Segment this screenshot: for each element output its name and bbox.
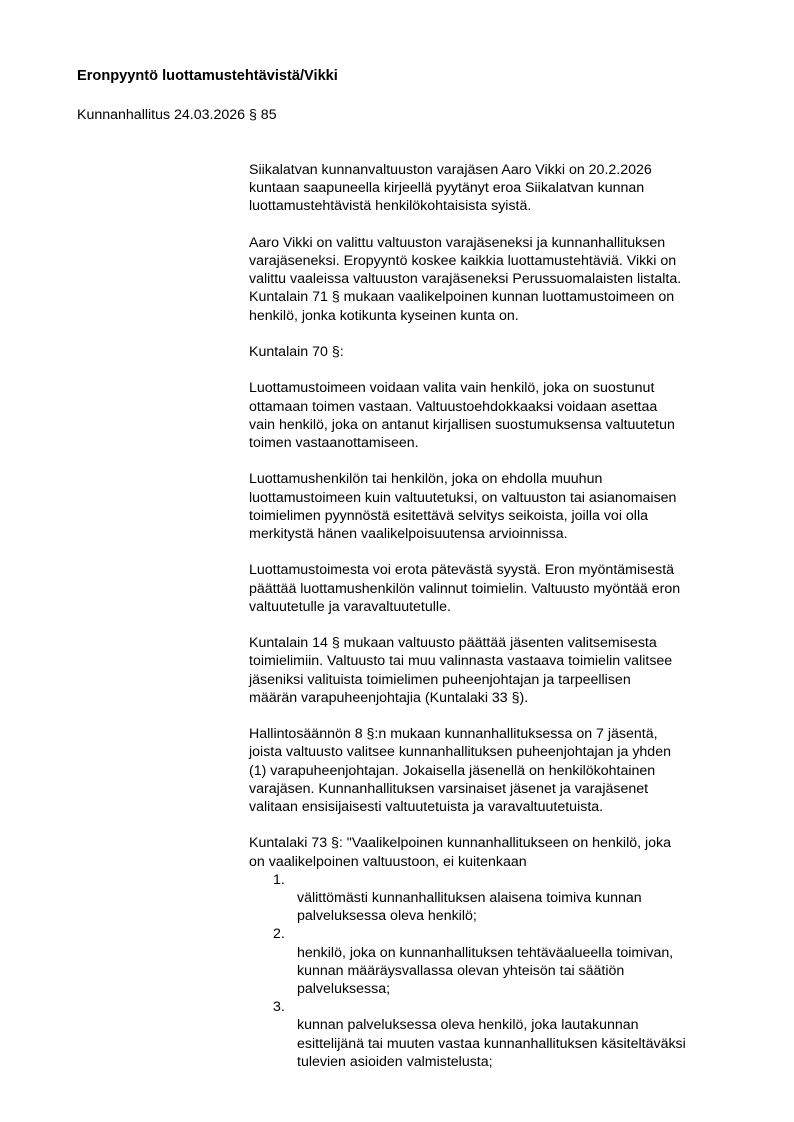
paragraph-law-14: Kuntalain 14 § mukaan valtuusto päättää jäsenten valitsemisesta toimielimiin. Valtuusto tai muu valinnasta vastaava toimielin valitsee jäseniksi valituista toimielimen puheenjohtajan ja tarpeellisen määrän varapuheenjohtajia (Kuntalaki 33 §). — [249, 635, 673, 706]
list-item — [249, 998, 741, 1071]
paragraph-law-73-intro: Kuntalaki 73 §: "Vaalikelpoinen kunnanhallitukseen on henkilö, joka on vaalikelpoinen valtuustoon, ei kuitenkaan — [249, 835, 672, 870]
list-item-number: 1. — [273, 871, 285, 888]
paragraph-law-70-resignation: Luottamustoimesta voi erota pätevästä syystä. Eron myöntämisestä päättää luottamushenkilön valinnut toimielin. Valtuusto myöntää eron valtuutetulle ja varavaltuutetulle. — [249, 562, 681, 615]
paragraph-positions: Aaro Vikki on valittu valtuuston varajäseneksi ja kunnanhallituksen varajäseneksi. Eropyyntö koskee kaikkia luottamustehtäviä. Vikki on valittu vaaleissa valtuuston varajäseneksi Perussuomalaisten listalta. Kuntalain 71 § mukaan vaalikelpoinen kunnan luottamustoimeen on henkilö, jonka kotikunta kyseinen kunta on. — [249, 234, 682, 324]
list-item-number: 2. — [273, 926, 285, 943]
paragraph-administrative-rules: Hallintosäännön 8 §:n mukaan kunnanhallituksessa on 7 jäsentä, joista valtuusto valitsee kunnanhallituksen puheenjohtajan ja yhden (1) varapuheenjohtajan. Jokaisella jäsenellä on henkilökohtainen varajäsen. Kunnanhallituksen varsinaiset jäsenet ja varajäsenet valitaan ensisijaisesti valtuutetuista ja varavaltuutetuista. — [249, 726, 671, 815]
list-item — [249, 925, 741, 998]
list-item — [249, 871, 741, 926]
ineligibility-list — [249, 871, 741, 1071]
list-item-text: välittömästi kunnanhallituksen alaisena toimiva kunnan palveluksessa oleva henkilö; — [297, 890, 642, 925]
document-body — [249, 161, 741, 1071]
list-item-number: 3. — [273, 999, 285, 1016]
paragraph-law-70-eligibility: Luottamushenkilön tai henkilön, joka on ehdolla muuhun luottamustoimeen kuin valtuutetuksi, on valtuuston tai asianomaisen toimielimen pyynnöstä esitettävä selvitys seikoista, joilla voi olla merkitystä hänen vaalikelpoisuutensa arvioinnissa. — [249, 471, 677, 542]
meeting-reference: Kunnanhallitus 24.03.2026 § 85 — [77, 107, 277, 123]
paragraph-resignation-request: Siikalatvan kunnanvaltuuston varajäsen Aaro Vikki on 20.2.2026 kuntaan saapuneella kirjeellä pyytänyt eroa Siikalatvan kunnan luottamustehtävistä henkilökohtaisista syistä. — [249, 162, 652, 215]
list-item-text: kunnan palveluksessa oleva henkilö, joka lautakunnan esittelijänä tai muuten vastaa kunnanhallituksen käsiteltäväksi tulevien asioiden valmistelusta; — [297, 1017, 686, 1070]
document-title: Eronpyyntö luottamustehtävistä/Vikki — [77, 68, 338, 84]
paragraph-law-70-heading: Kuntalain 70 §: — [249, 344, 344, 360]
list-item-text: henkilö, joka on kunnanhallituksen tehtäväalueella toimivan, kunnan määräysvallassa olevan yhteisön tai säätiön palveluksessa; — [297, 944, 674, 998]
paragraph-law-70-consent: Luottamustoimeen voidaan valita vain henkilö, joka on suostunut ottamaan toimen vastaan. Valtuustoehdokkaaksi voidaan asettaa vain henkilö, joka on antanut kirjallisen suostumuksensa valtuutetun toimen vastaanottamiseen. — [249, 380, 675, 451]
